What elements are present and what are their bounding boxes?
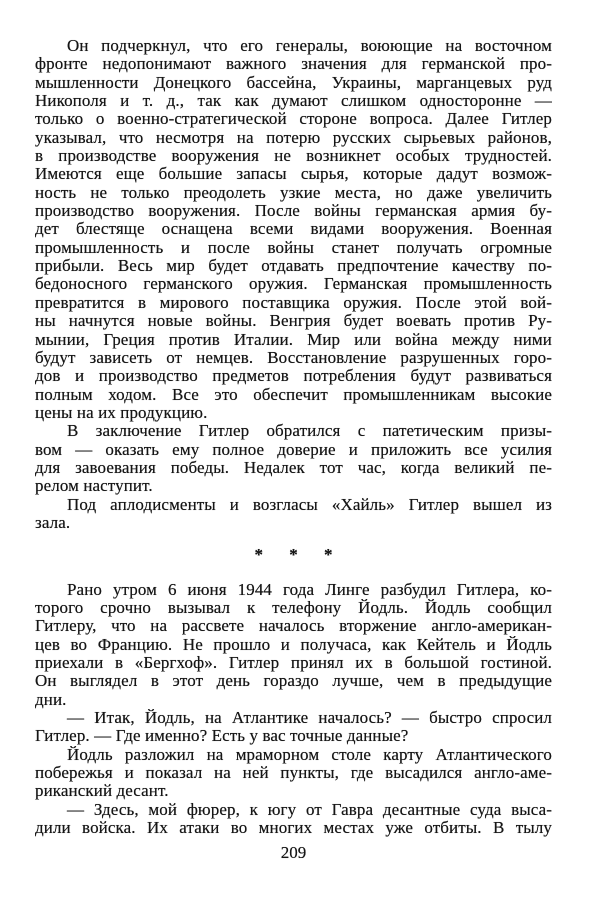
text-line: вом — оказать ему полное доверие и приложить все усилия bbox=[35, 440, 552, 459]
text-line: Он выглядел в этот день гораздо лучше, чем в предыдущие bbox=[35, 672, 552, 691]
page-number: 209 bbox=[280, 843, 307, 863]
text-line: дет блестяще оснащена всеми видами вооружения. Военная bbox=[35, 220, 552, 239]
section-separator: * * * bbox=[254, 545, 344, 565]
text-line: цены на их продукцию. bbox=[35, 403, 208, 422]
text-line: побережья и показал на ней пункты, где высадился англо-аме- bbox=[35, 764, 552, 783]
text-line: производство вооружения. После войны германская армия бу- bbox=[35, 202, 552, 221]
text-line: промышленность и после войны станет получать огромные bbox=[35, 238, 552, 257]
text-line: превратится в мирового поставщика оружия. После этой вой- bbox=[35, 293, 552, 312]
text-line: дни. bbox=[35, 690, 67, 709]
paragraph bbox=[35, 581, 552, 709]
text-line: зала. bbox=[35, 513, 71, 532]
text-line: дов и производство предметов потребления будут развиваться bbox=[35, 367, 552, 386]
text-line: в производстве вооружения не возникнет особых трудностей. bbox=[35, 147, 552, 166]
text-line: цев во Францию. Не прошло и получаса, как Кейтель и Йодль bbox=[35, 635, 552, 654]
text-line: — Здесь, мой фюрер, к югу от Гавра десантные суда выса- bbox=[67, 800, 552, 819]
text-block bbox=[35, 37, 552, 837]
text-line: мынии, Греция против Италии. Мир или война между ними bbox=[35, 330, 552, 349]
text-line: релом наступит. bbox=[35, 477, 153, 496]
text-line: будут зависеть от немцев. Восстановление разрушенных горо- bbox=[35, 348, 552, 367]
text-line: фронте недопонимают важного значения для германской про- bbox=[35, 55, 552, 74]
text-line: только о военно-стратегической стороне вопроса. Далее Гитлер bbox=[35, 110, 552, 129]
text-line: бедоносного германского оружия. Германская промышленность bbox=[35, 275, 552, 294]
text-line: дили войска. Их атаки во многих местах уже отбиты. В тылу bbox=[35, 819, 552, 838]
text-line: торого срочно вызывал к телефону Йодль. Йодль сообщил bbox=[35, 598, 552, 617]
text-line: для завоевания победы. Недалек тот час, когда великий пе- bbox=[35, 458, 552, 477]
paragraph bbox=[35, 37, 552, 422]
text-line: мышленности Донецкого бассейна, Украины, марганцевых руд bbox=[35, 73, 552, 92]
text-line: Йодль разложил на мраморном столе карту Атлантического bbox=[67, 745, 552, 764]
text-line: Под аплодисменты и возгласы «Хайль» Гитлер вышел из bbox=[67, 495, 552, 514]
text-line: ны начнутся новые войны. Венгрия будет воевать против Ру- bbox=[35, 312, 552, 331]
paragraph bbox=[35, 496, 552, 533]
text-line: Он подчеркнул, что его генералы, воюющие на восточном bbox=[67, 37, 552, 55]
text-line: прибыли. Весь мир будет отдавать предпочтение качеству по- bbox=[35, 257, 552, 276]
paragraph bbox=[35, 709, 552, 746]
text-line: приехали в «Бергхоф». Гитлер принял их в большой гостиной. bbox=[35, 654, 552, 672]
text-line: риканский десант. bbox=[35, 782, 169, 801]
paragraph bbox=[35, 746, 552, 801]
paragraph bbox=[35, 422, 552, 495]
text-line: — Итак, Йодль, на Атлантике началось? — быстро спросил bbox=[67, 709, 552, 728]
text-line: полным ходом. Все это обеспечит промышленникам высокие bbox=[35, 385, 552, 404]
text-line: Рано утром 6 июня 1944 года Линге разбудил Гитлера, ко- bbox=[67, 580, 552, 599]
text-line: В заключение Гитлер обратился с патетическим призы- bbox=[67, 422, 552, 441]
text-line: указывал, что несмотря на потерю русских сырьевых районов, bbox=[35, 128, 552, 147]
text-line: Гитлеру, что на рассвете началось вторжение англо-американ- bbox=[35, 617, 552, 636]
text-line: Никополя и т. д., так как думают слишком односторонне — bbox=[35, 92, 552, 111]
text-line: ность не только преодолеть узкие места, но даже увеличить bbox=[35, 183, 552, 202]
text-line: Гитлер. — Где именно? Есть у вас точные данные? bbox=[35, 727, 409, 746]
text-line: Имеются еще большие запасы сырья, которые дадут возмож- bbox=[35, 165, 552, 184]
paragraph bbox=[35, 801, 552, 838]
